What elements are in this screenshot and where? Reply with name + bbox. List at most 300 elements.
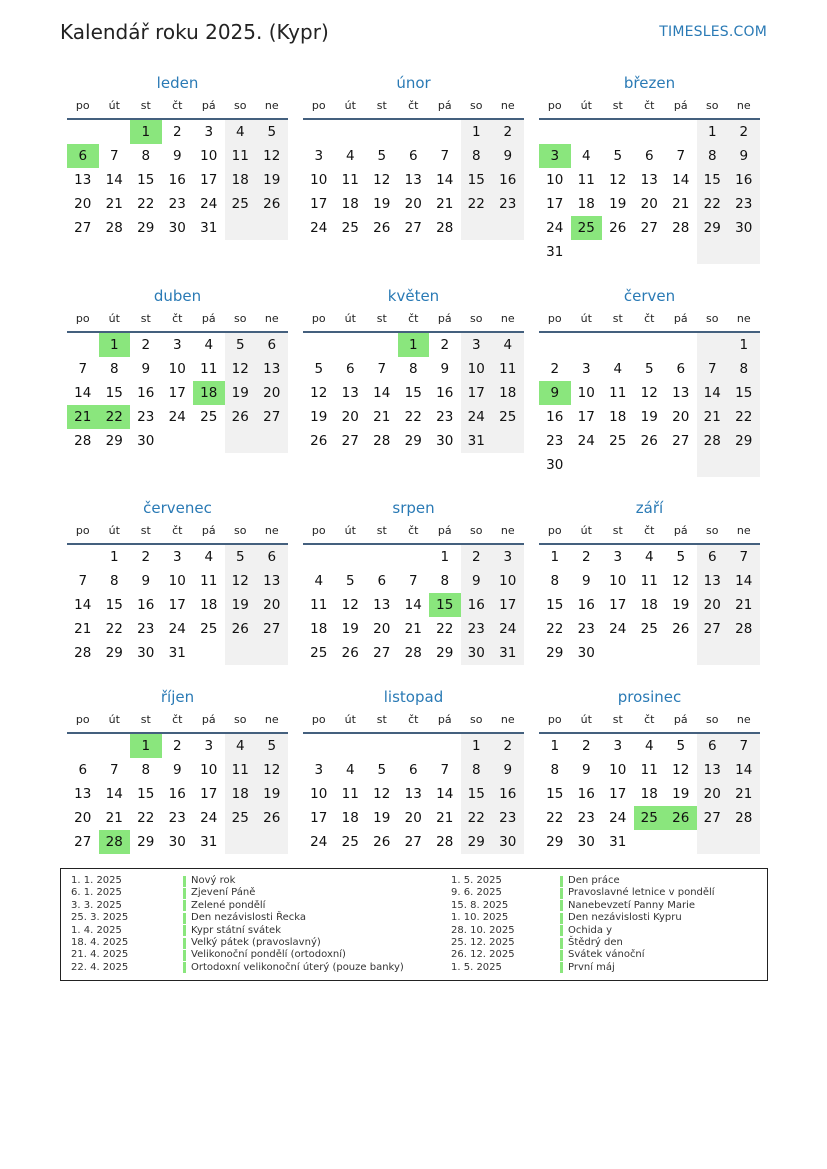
day-cell: 12 xyxy=(373,786,391,802)
day-cell: 17 xyxy=(310,810,328,826)
day-empty xyxy=(665,333,697,357)
day-cell: 13 xyxy=(697,758,729,782)
weekday-label: pá xyxy=(201,713,216,726)
day-cell: 16 xyxy=(577,786,595,802)
day-cell: 13 xyxy=(672,385,690,401)
day-cell-holiday: 1 xyxy=(130,120,162,144)
day-cell: 10 xyxy=(200,762,218,778)
weekday-label: ne xyxy=(264,524,279,537)
day-empty xyxy=(634,641,666,665)
day-cell: 31 xyxy=(461,429,493,453)
weekday-label: út xyxy=(580,524,592,537)
day-cell: 15 xyxy=(546,597,564,613)
day-cell: 7 xyxy=(109,148,119,164)
day-cell: 19 xyxy=(640,409,658,425)
day-cell-holiday: 21 xyxy=(67,405,99,429)
day-cell: 21 xyxy=(436,196,454,212)
day-cell: 28 xyxy=(436,834,454,850)
day-cell: 22 xyxy=(461,806,493,830)
day-cell: 22 xyxy=(697,192,729,216)
day-cell: 23 xyxy=(168,810,186,826)
day-empty xyxy=(602,333,634,357)
legend-date: 3. 3. 2025 xyxy=(71,899,122,911)
day-cell: 29 xyxy=(137,834,155,850)
day-empty xyxy=(539,120,571,144)
weekday-label: ne xyxy=(500,524,515,537)
day-cell: 22 xyxy=(105,621,123,637)
day-empty xyxy=(634,333,666,357)
day-cell: 12 xyxy=(225,357,257,381)
day-empty xyxy=(634,453,666,477)
weekday-label: út xyxy=(580,99,592,112)
day-cell: 11 xyxy=(310,597,328,613)
day-cell-holiday: 25 xyxy=(571,216,603,240)
day-cell: 6 xyxy=(408,148,418,164)
day-cell: 28 xyxy=(697,429,729,453)
weekday-label: út xyxy=(344,524,356,537)
day-cell: 2 xyxy=(461,545,493,569)
weekday-label: ne xyxy=(500,713,515,726)
day-empty xyxy=(697,453,729,477)
day-cell: 14 xyxy=(404,597,422,613)
day-cell: 28 xyxy=(728,617,760,641)
weekday-label: út xyxy=(108,713,120,726)
day-cell: 3 xyxy=(314,148,324,164)
day-cell: 30 xyxy=(546,457,564,473)
day-cell: 7 xyxy=(697,357,729,381)
day-cell: 24 xyxy=(461,405,493,429)
day-cell: 1 xyxy=(461,120,493,144)
day-cell-holiday: 25 xyxy=(634,806,666,830)
month-10 xyxy=(67,686,288,854)
day-empty xyxy=(728,453,760,477)
legend-marker xyxy=(183,900,186,911)
day-empty xyxy=(225,429,257,453)
day-cell: 28 xyxy=(672,220,690,236)
day-cell: 3 xyxy=(204,124,214,140)
legend-holiday-name: Kypr státní svátek xyxy=(191,924,281,936)
weekday-label: st xyxy=(140,312,151,325)
weekday-label: čt xyxy=(408,99,419,112)
day-cell: 6 xyxy=(408,762,418,778)
day-cell: 14 xyxy=(672,172,690,188)
weekday-label: pá xyxy=(437,99,452,112)
day-cell: 14 xyxy=(74,597,92,613)
day-cell: 13 xyxy=(697,569,729,593)
day-cell: 27 xyxy=(404,220,422,236)
day-cell: 25 xyxy=(341,220,359,236)
day-cell: 8 xyxy=(141,148,151,164)
day-cell: 25 xyxy=(225,192,257,216)
day-cell: 16 xyxy=(546,409,564,425)
month-3 xyxy=(539,72,760,264)
day-cell: 28 xyxy=(74,645,92,661)
day-cell: 23 xyxy=(492,192,524,216)
day-empty xyxy=(665,240,697,264)
legend-marker xyxy=(183,938,186,949)
day-cell: 12 xyxy=(609,172,627,188)
day-cell: 16 xyxy=(461,593,493,617)
day-cell: 11 xyxy=(225,144,257,168)
day-cell: 24 xyxy=(577,433,595,449)
day-cell: 2 xyxy=(492,120,524,144)
weekday-label: po xyxy=(75,713,90,726)
day-cell: 25 xyxy=(492,405,524,429)
day-cell-holiday: 22 xyxy=(99,405,131,429)
weekday-label: út xyxy=(344,312,356,325)
day-cell: 13 xyxy=(640,172,658,188)
weekday-label: út xyxy=(108,524,120,537)
month-name: březen xyxy=(623,74,676,92)
day-cell: 27 xyxy=(256,405,288,429)
day-empty xyxy=(697,333,729,357)
weekday-label: so xyxy=(706,312,719,325)
day-cell: 17 xyxy=(461,381,493,405)
day-cell: 22 xyxy=(436,621,454,637)
day-cell: 26 xyxy=(256,192,288,216)
day-cell: 3 xyxy=(461,333,493,357)
legend-date: 28. 10. 2025 xyxy=(451,924,515,936)
legend-date: 1. 1. 2025 xyxy=(71,875,122,886)
day-empty xyxy=(461,216,493,240)
day-cell: 1 xyxy=(697,120,729,144)
weekday-label: pá xyxy=(673,99,688,112)
day-cell: 28 xyxy=(74,433,92,449)
day-cell: 26 xyxy=(341,645,359,661)
day-cell: 11 xyxy=(640,762,658,778)
day-cell: 14 xyxy=(728,569,760,593)
day-cell: 7 xyxy=(377,361,387,377)
weekday-label: pá xyxy=(201,312,216,325)
day-cell: 4 xyxy=(225,120,257,144)
day-cell: 6 xyxy=(676,361,686,377)
day-cell: 16 xyxy=(137,385,155,401)
legend-holiday-name: Ochida y xyxy=(568,924,613,936)
day-cell: 28 xyxy=(728,806,760,830)
day-cell: 16 xyxy=(168,786,186,802)
day-cell: 14 xyxy=(373,385,391,401)
day-cell: 30 xyxy=(168,220,186,236)
weekday-label: so xyxy=(470,713,483,726)
day-cell: 23 xyxy=(577,621,595,637)
weekday-label: po xyxy=(311,713,326,726)
day-cell: 30 xyxy=(137,645,155,661)
day-cell: 27 xyxy=(640,220,658,236)
weekday-label: pá xyxy=(673,713,688,726)
day-cell: 27 xyxy=(697,806,729,830)
legend-holiday-name: Štědrý den xyxy=(568,937,623,948)
legend-date: 9. 6. 2025 xyxy=(451,887,502,899)
day-cell: 10 xyxy=(461,357,493,381)
day-cell: 11 xyxy=(341,786,359,802)
day-cell: 26 xyxy=(373,834,391,850)
day-cell: 9 xyxy=(492,758,524,782)
day-empty xyxy=(303,120,335,144)
day-cell: 28 xyxy=(404,645,422,661)
day-empty xyxy=(571,333,603,357)
month-5 xyxy=(303,285,524,453)
day-cell: 22 xyxy=(546,810,564,826)
weekday-label: ne xyxy=(264,312,279,325)
day-cell: 24 xyxy=(609,621,627,637)
day-empty xyxy=(602,240,634,264)
day-cell: 17 xyxy=(577,409,595,425)
day-empty xyxy=(697,830,729,854)
day-cell: 4 xyxy=(644,549,654,565)
weekday-label: čt xyxy=(408,713,419,726)
day-cell: 12 xyxy=(373,172,391,188)
day-empty xyxy=(193,641,225,665)
month-11 xyxy=(303,686,524,854)
month-name: listopad xyxy=(383,688,444,706)
day-cell: 10 xyxy=(310,786,328,802)
day-cell: 10 xyxy=(168,573,186,589)
day-empty xyxy=(429,734,461,758)
weekday-label: po xyxy=(547,713,562,726)
weekday-label: čt xyxy=(408,312,419,325)
legend-date: 25. 12. 2025 xyxy=(451,937,515,948)
weekday-label: pá xyxy=(437,713,452,726)
day-empty xyxy=(634,120,666,144)
day-cell: 10 xyxy=(577,385,595,401)
day-cell: 31 xyxy=(546,244,564,260)
day-cell: 5 xyxy=(225,333,257,357)
day-cell: 28 xyxy=(373,433,391,449)
day-empty xyxy=(634,240,666,264)
day-cell: 27 xyxy=(256,617,288,641)
day-cell: 9 xyxy=(141,573,151,589)
day-cell: 19 xyxy=(672,786,690,802)
day-cell: 10 xyxy=(200,148,218,164)
day-cell: 23 xyxy=(492,806,524,830)
weekday-label: pá xyxy=(673,312,688,325)
day-cell: 5 xyxy=(644,361,654,377)
day-cell: 6 xyxy=(377,573,387,589)
legend-date: 25. 3. 2025 xyxy=(71,912,129,924)
day-cell: 24 xyxy=(168,621,186,637)
day-cell: 5 xyxy=(676,738,686,754)
day-cell: 19 xyxy=(609,196,627,212)
weekday-label: po xyxy=(75,524,90,537)
day-cell: 8 xyxy=(141,762,151,778)
weekday-label: út xyxy=(580,713,592,726)
legend-date: 6. 1. 2025 xyxy=(71,887,122,899)
weekday-label: so xyxy=(234,312,247,325)
weekday-label: čt xyxy=(172,99,183,112)
legend-holiday-name: Velký pátek (pravoslavný) xyxy=(191,937,321,948)
day-cell: 16 xyxy=(492,168,524,192)
day-cell: 7 xyxy=(728,734,760,758)
day-cell: 31 xyxy=(200,834,218,850)
legend-holiday-name: Ortodoxní velikonoční úterý (pouze banky) xyxy=(191,961,404,973)
day-cell: 24 xyxy=(492,617,524,641)
day-cell: 17 xyxy=(200,786,218,802)
day-empty xyxy=(193,429,225,453)
day-empty xyxy=(256,830,288,854)
day-empty xyxy=(67,545,99,569)
day-cell: 25 xyxy=(200,621,218,637)
day-cell: 8 xyxy=(408,361,418,377)
weekday-label: čt xyxy=(172,713,183,726)
day-cell: 18 xyxy=(609,409,627,425)
day-cell: 4 xyxy=(613,361,623,377)
day-cell: 16 xyxy=(168,172,186,188)
day-cell-holiday: 3 xyxy=(539,144,571,168)
day-cell: 7 xyxy=(78,361,88,377)
day-cell: 23 xyxy=(546,433,564,449)
day-cell: 18 xyxy=(640,786,658,802)
day-cell: 11 xyxy=(200,573,218,589)
day-cell: 23 xyxy=(461,617,493,641)
day-cell: 15 xyxy=(546,786,564,802)
day-cell: 17 xyxy=(609,786,627,802)
day-cell: 11 xyxy=(341,172,359,188)
day-cell: 19 xyxy=(256,168,288,192)
weekday-label: po xyxy=(311,99,326,112)
legend-marker xyxy=(183,913,186,924)
weekday-label: so xyxy=(706,99,719,112)
day-cell: 14 xyxy=(105,172,123,188)
weekday-label: po xyxy=(75,312,90,325)
day-cell: 5 xyxy=(377,762,387,778)
day-cell: 8 xyxy=(728,357,760,381)
day-cell: 4 xyxy=(581,148,591,164)
day-cell: 16 xyxy=(436,385,454,401)
day-cell: 28 xyxy=(105,220,123,236)
day-cell: 20 xyxy=(74,810,92,826)
day-cell: 11 xyxy=(225,758,257,782)
day-cell: 21 xyxy=(74,621,92,637)
day-cell: 18 xyxy=(492,381,524,405)
legend-marker xyxy=(183,950,186,961)
day-cell: 24 xyxy=(200,810,218,826)
day-cell: 4 xyxy=(345,762,355,778)
day-cell: 29 xyxy=(546,834,564,850)
day-cell: 7 xyxy=(440,148,450,164)
legend-marker xyxy=(183,876,186,887)
day-cell: 26 xyxy=(225,405,257,429)
day-cell: 19 xyxy=(373,810,391,826)
day-cell: 20 xyxy=(697,593,729,617)
day-cell: 17 xyxy=(168,385,186,401)
day-cell: 7 xyxy=(109,762,119,778)
weekday-label: st xyxy=(376,312,387,325)
day-cell: 2 xyxy=(581,549,591,565)
weekday-label: st xyxy=(140,713,151,726)
day-cell: 19 xyxy=(225,593,257,617)
legend-marker xyxy=(560,876,563,887)
weekday-label: pá xyxy=(437,312,452,325)
day-cell: 1 xyxy=(109,549,119,565)
day-cell: 20 xyxy=(404,196,422,212)
day-cell: 14 xyxy=(74,385,92,401)
day-cell: 13 xyxy=(256,569,288,593)
day-cell: 29 xyxy=(697,216,729,240)
day-cell: 15 xyxy=(137,786,155,802)
day-cell: 24 xyxy=(200,196,218,212)
legend-holiday-name: Zelené pondělí xyxy=(191,899,266,911)
day-cell: 30 xyxy=(728,216,760,240)
month-name: červenec xyxy=(143,499,212,517)
weekday-label: pá xyxy=(201,99,216,112)
day-cell: 8 xyxy=(109,361,119,377)
day-cell: 20 xyxy=(373,621,391,637)
day-cell: 26 xyxy=(672,621,690,637)
day-cell: 27 xyxy=(404,834,422,850)
day-empty xyxy=(99,120,131,144)
legend-holiday-name: Pravoslavné letnice v pondělí xyxy=(568,887,715,899)
day-cell: 21 xyxy=(672,196,690,212)
day-cell: 15 xyxy=(697,168,729,192)
day-cell: 27 xyxy=(74,834,92,850)
day-cell: 19 xyxy=(672,597,690,613)
weekday-label: po xyxy=(547,312,562,325)
day-cell: 12 xyxy=(640,385,658,401)
weekday-label: ne xyxy=(500,312,515,325)
day-cell: 22 xyxy=(404,409,422,425)
weekday-label: st xyxy=(612,713,623,726)
day-cell: 3 xyxy=(613,738,623,754)
day-cell: 25 xyxy=(225,806,257,830)
day-cell: 14 xyxy=(728,758,760,782)
legend-holiday-name: Den nezávislosti Řecka xyxy=(191,912,307,924)
day-empty xyxy=(303,333,335,357)
day-cell: 21 xyxy=(105,196,123,212)
day-cell: 27 xyxy=(373,645,391,661)
day-cell: 24 xyxy=(609,810,627,826)
day-cell: 24 xyxy=(310,220,328,236)
weekday-label: čt xyxy=(408,524,419,537)
weekday-label: po xyxy=(311,524,326,537)
day-cell: 5 xyxy=(314,361,324,377)
day-cell: 22 xyxy=(137,196,155,212)
site-link[interactable]: TIMESLES.COM xyxy=(659,24,767,40)
day-empty xyxy=(602,120,634,144)
day-cell: 15 xyxy=(105,385,123,401)
day-cell: 5 xyxy=(256,734,288,758)
day-cell: 4 xyxy=(204,337,214,353)
legend-date: 1. 10. 2025 xyxy=(451,912,509,924)
day-cell: 30 xyxy=(461,641,493,665)
day-cell: 3 xyxy=(204,738,214,754)
day-cell: 31 xyxy=(492,641,524,665)
weekday-label: st xyxy=(376,524,387,537)
day-cell: 21 xyxy=(697,405,729,429)
month-name: červen xyxy=(623,287,676,305)
legend-holiday-name: Den práce xyxy=(568,875,620,886)
day-cell: 16 xyxy=(492,782,524,806)
day-cell: 1 xyxy=(550,738,560,754)
day-empty xyxy=(728,240,760,264)
day-empty xyxy=(665,120,697,144)
legend-marker xyxy=(560,950,563,961)
day-empty xyxy=(571,240,603,264)
day-cell: 27 xyxy=(341,433,359,449)
day-cell: 30 xyxy=(436,433,454,449)
weekday-label: so xyxy=(234,99,247,112)
weekday-label: st xyxy=(612,312,623,325)
day-cell: 2 xyxy=(492,734,524,758)
day-cell: 11 xyxy=(640,573,658,589)
weekday-label: po xyxy=(547,524,562,537)
day-cell: 23 xyxy=(577,810,595,826)
day-empty xyxy=(366,545,398,569)
day-empty xyxy=(539,333,571,357)
day-cell: 24 xyxy=(310,834,328,850)
day-cell: 6 xyxy=(644,148,654,164)
day-cell: 29 xyxy=(105,645,123,661)
weekday-label: pá xyxy=(437,524,452,537)
